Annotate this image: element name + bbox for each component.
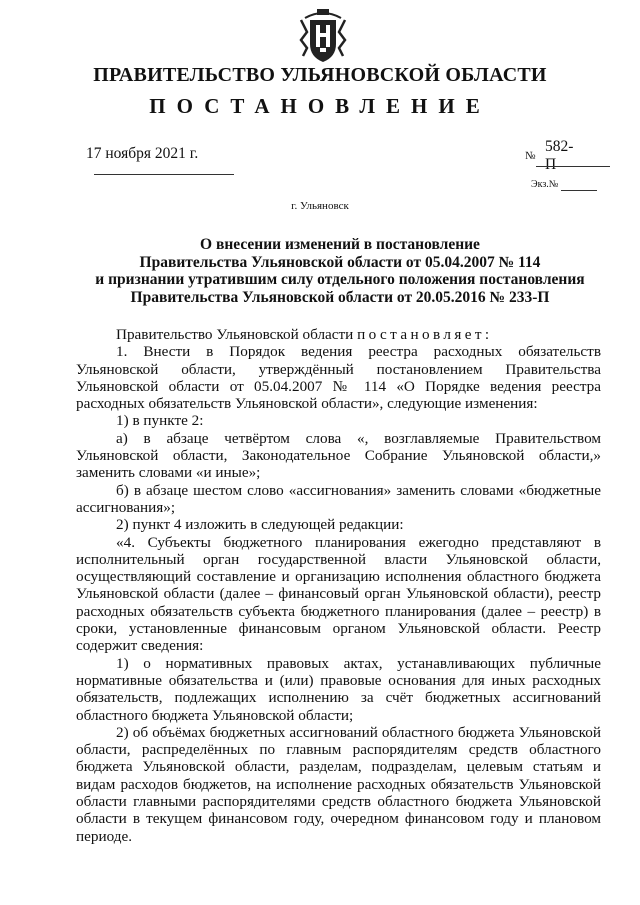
number-value: 582-П (545, 138, 574, 173)
coat-of-arms-icon (298, 6, 348, 64)
paragraph: б) в абзаце шестом слово «ассигнования» заменить словами «бюджетные ассигнования»; (76, 481, 601, 516)
document-title (60, 236, 620, 306)
paragraph: а) в абзаце четвёртом слова «, возглавляемые Правительством Ульяновской области, Законодательное Собрание Ульяновской области,» заменить словами «и иные»; (76, 429, 601, 482)
paragraph: 1. Внести в Порядок ведения реестра расходных обязательств Ульяновской области, утверждённый постановлением Правительства Ульяновской области от 05.04.2007 № 114 «О Порядке ведения реестра расходных обязательств Ульяновской области», следующие изменения: (76, 343, 601, 413)
city: г. Ульяновск (291, 200, 349, 212)
copy-number-underline (561, 190, 597, 191)
paragraph: 1) о нормативных правовых актах, устанавливающих публичные нормативные обязательства и (или) правовые основания для иных расходных обязательств, подлежащих исполнению за счёт бюджетных ассигнований областного бюджета Ульяновской области; (76, 654, 601, 724)
number-underline (536, 166, 610, 167)
paragraph: 2) об объёмах бюджетных ассигнований областного бюджета Ульяновской области, распределённых по главным распорядителям средств областного бюджета Ульяновской области, разделам, подразделам, целевым статьям и видам расходов бюджетов, на исполнение расходных обязательств Ульяновской области главными распорядителями средств областного бюджета Ульяновской области в текущем финансовом году, очередном финансовом году и плановом периоде. (76, 723, 601, 845)
intro-prefix: Правительство Ульяновской области (116, 326, 354, 343)
date-underline (94, 174, 234, 175)
paragraph: 2) пункт 4 изложить в следующей редакции: (116, 516, 404, 534)
paragraph: 1) в пункте 2: (116, 412, 204, 430)
number-sign: № (525, 150, 536, 162)
title-line: и признании утратившим силу отдельного положения постановления (95, 271, 585, 288)
title-line: Правительства Ульяновской области от 05.04.2007 № 114 (139, 253, 541, 271)
title-line: О внесении изменений в постановление (200, 236, 480, 253)
paragraph: «4. Субъекты бюджетного планирования ежегодно представляют в исполнительный орган государственной власти Ульяновской области, осуществляющий составление и организацию исполнения областного бюджета Ульяновской области (далее – финансовый орган Ульяновской области), реестр расходных обязательств субъекта бюджетного планирования (далее – реестр) в сроки, установленные финансовым органом Ульяновской области. Реестр содержит сведения: (76, 533, 601, 655)
intro-paragraph (76, 326, 601, 343)
copy-number-label: Экз.№ (531, 179, 559, 190)
title-line: Правительства Ульяновской области от 20.05.2016 № 233-П (130, 288, 550, 306)
resolves-word: постановляет: (357, 326, 493, 343)
document-date: 17 ноября 2021 г. (86, 145, 199, 162)
document-type: ПОСТАНОВЛЕНИЕ (149, 94, 491, 118)
document-body (76, 326, 601, 845)
organization-name: ПРАВИТЕЛЬСТВО УЛЬЯНОВСКОЙ ОБЛАСТИ (93, 64, 547, 86)
